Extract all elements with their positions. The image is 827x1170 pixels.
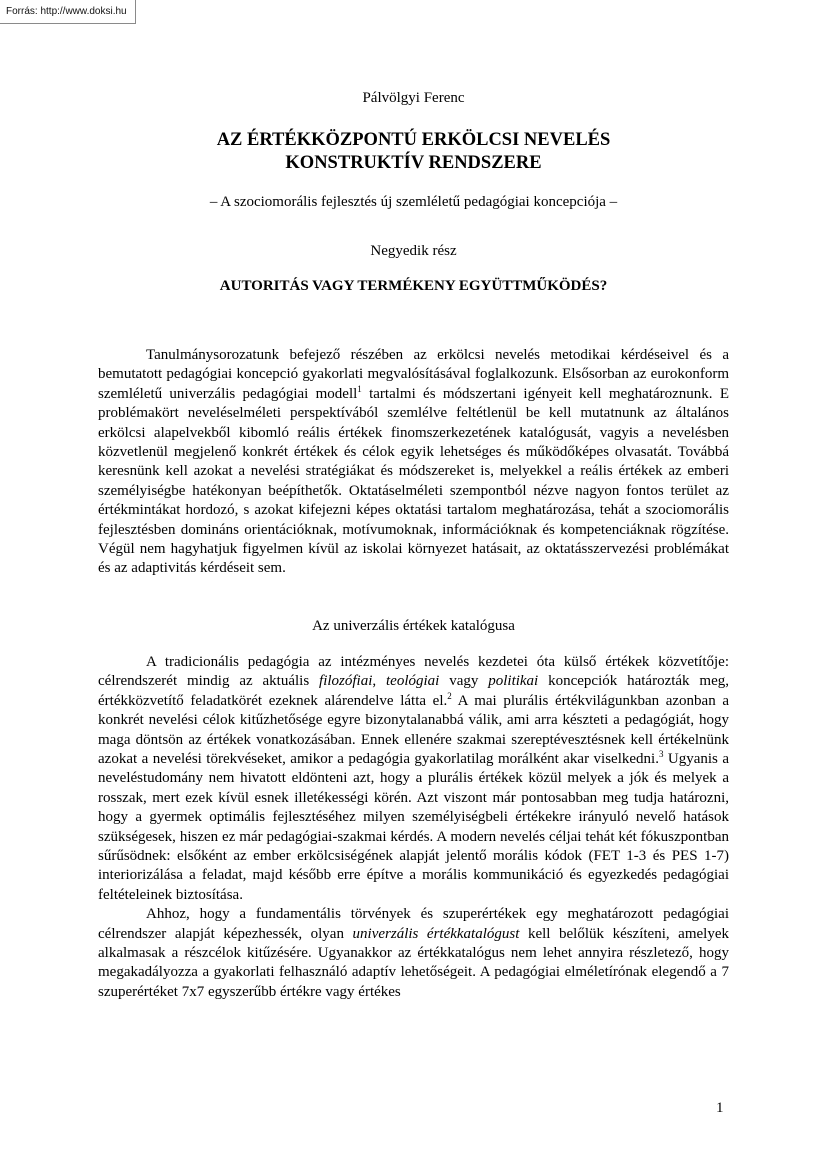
document-title [98,129,729,175]
part-label: Negyedik rész [370,243,457,259]
intro-paragraph: Tanulmánysorozatunk befejező részében az erkölcsi nevelés metodikai kérdéseivel és a bemutatott pedagógiai koncepció gyakorlati megvalósításával foglalkozunk. Elsősorban az eurokonform szemléletű univerzális pedagógiai modell$^1$ tartalmi és módszertani igényeit kell meghatároznunk. E problémakört neveléselméleti perspektívából szemlélve feltétlenül be kell mutatnunk az általános erkölcsi alapelvekből kibomló reális értékek finomszerkezetének katalógusát, vagyis a nevelésben közvetlenül megjelenő konkrét értékek és célok egyik lehetséges és működőképes olvasatát. Továbbá keresnünk kell azokat a nevelési stratégiákat és módszereket is, melyekkel a reális értékek az emberi személyiségbe hatékonyan beépíthetők. Oktatáselméleti szempontból nézve nagyon fontos terület az értékmintákat hordozó, s azokat kifejezni képes oktatási tartalom meghatározása, tehát a szociomorális fejlesztésben domináns orientációknak, motívumoknak, információknak és kompetenciáknak rögzítése. Végül nem hagyhatjuk figyelmen kívül az iskolai környezet hatásait, az oktatásszervezési problémákat és az adaptivitás kérdéseit sem. [98,347,729,577]
body-paragraph-2: A tradicionális pedagógia az intézményes nevelés kezdetei óta külső értékek közvetítője: célrendszerét mindig az aktuális filozófiai, teológiai vagy politikai koncepciók határozták meg, értékközvetítő feladatkörét ezeknek alárendelve látta el.$^2$ A mai plurális értékvilágunkban azonban a konkrét nevelési célok kitűzhetősége egyre bizonytalanabbá válik, ami arra készteti a pedagógiát, hogy maga döntsön az értékek vonatkozásában. Ennek ellenére szakmai szereptévesztésnek kell értékelnünk azokat a nevelési törekvéseket, amikor a pedagógia gyakorlatilag morálként akar viselkedni.$^3$ Ugyanis a neveléstudomány nem hivatott eldönteni azt, hogy a plurális értékek közül melyek a jók és melyek a rosszak, mert ezek kívül esnek illetékességi körén. Azt viszont már pontosabban meg tudja határozni, hogy a gyermek optimális fejlesztéséhez milyen személyiségbeli értékekre irányuló nevelő hatások szükségesek, hiszen ez már pedagógiai-szakmai kérdés. A modern nevelés céljai tehát két fókuszpontban sűrűsödnek: elsőként az ember erkölcsiségének alapját jelentő morális kódok (FET 1-3 és PES 1-7) interiorizálása a feladat, majd később erre építve a morális kommunikáció és egyezkedés pedagógiai feltételeinek biztosítása. [98,653,730,903]
footnote-ref-1[interactable]: 1 [357,383,362,394]
footnote-ref-2[interactable]: 2 [447,690,452,701]
author-name: Pálvölgyi Ferenc [362,90,465,106]
page-number: 1 [716,1100,724,1116]
body-paragraph-3: Ahhoz, hogy a fundamentális törvények és szuperértékek egy meghatározott pedagógiai célrendszer alapját képezhessék, olyan univerzális értékkatalógust kell belőlük készíteni, amelyek alkalmasak a részcélok kitűzésére. Ugyanakkor az értékkatalógus nem lehet annyira részletező, hogy megakadályozza a gyakorlati felhasználó adaptív lehetőségeit. A pedagógiai elméletírónak elegendő a 7 szuperértéket 7x7 egyszerűbb értékre vagy értékes [98,906,729,1000]
section-heading: Az univerzális értékek katalógusa [312,617,515,634]
title-line-2: KONSTRUKTÍV RENDSZERE [285,153,542,173]
document-subtitle: – A szociomorális fejlesztés új szemléletű pedagógiai koncepciója – [209,194,618,210]
part-title: AUTORITÁS VAGY TERMÉKENY EGYÜTTMŰKÖDÉS? [219,278,608,294]
source-banner: Forrás: http://www.doksi.hu [0,0,136,24]
title-line-1: AZ ÉRTÉKKÖZPONTÚ ERKÖLCSI NEVELÉS [216,130,611,150]
document-page [98,90,729,1002]
footnote-ref-3[interactable]: 3 [658,748,664,759]
